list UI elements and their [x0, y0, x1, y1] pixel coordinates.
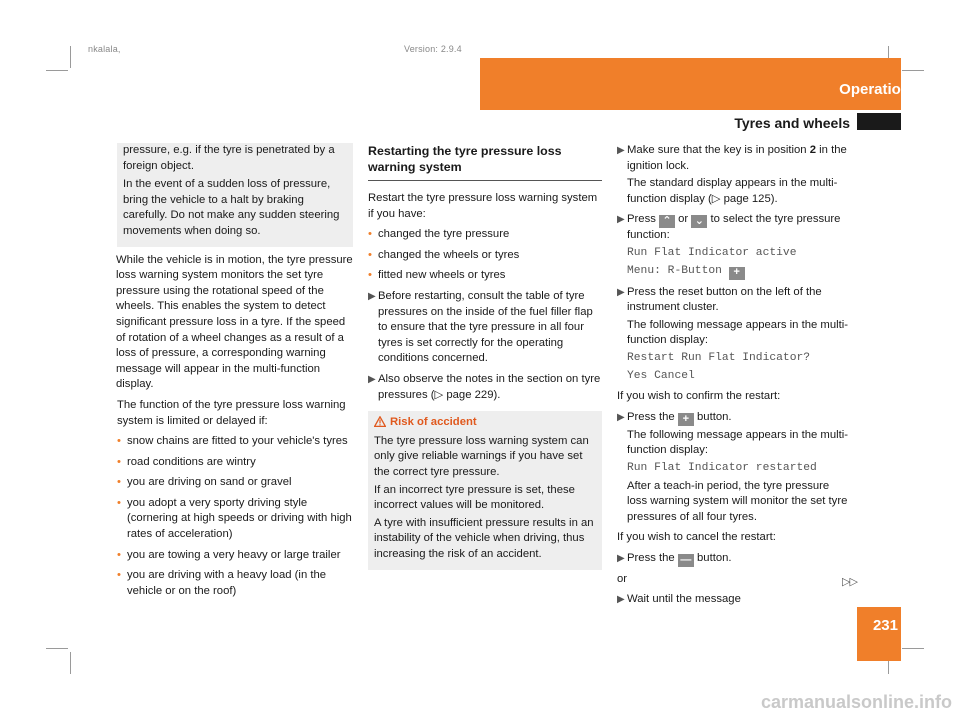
- note-paragraph: pressure, e.g. if the tyre is penetrated by a foreign object.: [123, 144, 335, 172]
- display-text: Yes Cancel: [627, 369, 695, 382]
- instruction-step: [617, 285, 851, 316]
- page-reference[interactable]: page 125: [723, 192, 771, 205]
- warning-box: [368, 411, 602, 570]
- crop-mark: [46, 70, 68, 71]
- list-item: • fitted new wheels or tyres: [368, 268, 602, 284]
- step-detail: [617, 176, 851, 207]
- crop-mark: [70, 46, 71, 68]
- page-reference[interactable]: page 229: [446, 388, 494, 401]
- step-arrow-icon: ▶: [617, 214, 625, 226]
- page-ref-icon: ▷: [434, 388, 444, 401]
- list-item: • you are towing a very heavy or large trailer: [117, 548, 353, 564]
- crop-mark: [902, 648, 924, 649]
- step-text: or: [675, 213, 692, 226]
- step-detail: The following message appears in the multi-function display:: [627, 318, 849, 347]
- header-band: [480, 58, 901, 110]
- step-text: to select the tyre pressure function:: [627, 213, 841, 242]
- step-arrow-icon: ▶: [617, 411, 625, 423]
- list-item: • you are driving on sand or gravel: [117, 475, 353, 491]
- step-text: ).: [770, 192, 778, 205]
- paragraph: If you wish to confirm the restart:: [617, 390, 781, 403]
- step-arrow-icon: ▶: [617, 552, 625, 564]
- display-text: Run Flat Indicator restarted: [627, 461, 817, 474]
- step-text: Also observe the notes in the section on tyre pressures (: [378, 372, 601, 401]
- continue-arrow-icon: ▷▷: [842, 576, 857, 588]
- step-text: The standard display appears in the multi-function display (: [627, 177, 838, 205]
- step-arrow-icon: ▶: [368, 290, 376, 302]
- warning-title-text: Risk of accident: [390, 416, 477, 429]
- instruction-step: [617, 410, 851, 426]
- step-text: Press the: [627, 551, 678, 564]
- crop-mark: [70, 652, 71, 674]
- warning-triangle-icon: [374, 416, 386, 427]
- instruction-step: [617, 212, 851, 244]
- warning-paragraph: If an incorrect tyre pressure is set, these incorrect values will be monitored.: [374, 483, 575, 512]
- instruction-step: [368, 372, 602, 403]
- step-text: in the ignition lock.: [627, 144, 847, 172]
- step-text: Press the reset button on the left of the instrument cluster.: [627, 285, 822, 314]
- step-arrow-icon: ▶: [617, 286, 625, 298]
- column-middle: [368, 143, 602, 570]
- section-label: Operation: [839, 81, 910, 98]
- warning-title: [374, 415, 596, 431]
- column-right: [617, 143, 851, 613]
- step-detail: The following message appears in the multi-function display:: [627, 428, 849, 457]
- page-number: 231: [872, 617, 898, 634]
- section-heading: Restarting the tyre pressure loss warning system: [368, 143, 602, 181]
- step-text: Press the: [627, 410, 678, 423]
- step-text: Before restarting, consult the table of tyre pressures on the inside of the fuel filler flap to ensure that the tyre pressure in all four tyres is set correctly for the operating conditions concerned.: [378, 289, 593, 365]
- heading-bar: [857, 113, 901, 130]
- note-box: [117, 143, 353, 247]
- meta-author: nkalala,: [88, 44, 121, 54]
- paragraph: or: [617, 572, 628, 585]
- list-item: • snow chains are fitted to your vehicle's tyres: [117, 434, 353, 450]
- page-ref-icon: ▷: [711, 192, 721, 205]
- list-item: • you are driving with a heavy load (in the vehicle or on the roof): [117, 568, 353, 599]
- display-text-line: Menu: R-Button: [627, 264, 722, 277]
- plus-key-icon: +: [678, 413, 694, 426]
- paragraph: The function of the tyre pressure loss warning system is limited or delayed if:: [117, 398, 346, 427]
- instruction-step: [617, 143, 851, 174]
- display-text: Run Flat Indicator active: [627, 246, 797, 259]
- minus-key-icon: —: [678, 554, 694, 567]
- page-number-box: [857, 607, 901, 661]
- paragraph: If you wish to cancel the restart:: [617, 531, 776, 544]
- column-left: [117, 143, 353, 604]
- step-text: Make sure that the key is in position: [627, 144, 810, 156]
- instruction-step: [368, 289, 602, 367]
- display-text: Restart Run Flat Indicator?: [627, 351, 811, 364]
- step-text: button.: [693, 551, 732, 564]
- list-item: • you adopt a very sporty driving style (cornering at high speeds or driving with high rates of acceleration): [117, 496, 353, 543]
- key-position: 2: [809, 144, 817, 156]
- page-heading: Tyres and wheels: [734, 115, 850, 131]
- instruction-step: [617, 592, 851, 608]
- meta-version: Version: 2.9.4: [404, 44, 462, 54]
- list-item: • changed the wheels or tyres: [368, 248, 602, 264]
- step-text: button.: [693, 410, 732, 423]
- list-item: • road conditions are wintry: [117, 455, 353, 471]
- paragraph: While the vehicle is in motion, the tyre pressure loss warning system monitors the set tyre pressure using the rotational speed of the wheels. This enables the system to detect significant pressure loss in a tyre. If the speed of rotation of a wheel changes as a result of a loss of pressure, a corresponding warning message will appear in the multi-function display.: [116, 253, 353, 391]
- instruction-step: [617, 551, 851, 567]
- watermark: carmanualsonline.info: [760, 692, 952, 712]
- step-arrow-icon: ▶: [617, 594, 625, 606]
- warning-paragraph: A tyre with insufficient pressure results in an instability of the vehicle when driving, thus increasing the risk of an accident.: [374, 516, 594, 560]
- footer: [0, 684, 960, 718]
- step-arrow-icon: ▶: [617, 145, 625, 156]
- plus-key-icon: +: [729, 267, 745, 280]
- list-item: • changed the tyre pressure: [368, 227, 602, 243]
- arrow-down-key-icon: ⌄: [691, 215, 707, 228]
- warning-paragraph: The tyre pressure loss warning system can only give reliable warnings if you have set the correct tyre pressure.: [374, 434, 589, 478]
- display-text: [617, 264, 851, 280]
- step-text: Press: [627, 213, 660, 226]
- crop-mark: [46, 648, 68, 649]
- step-detail: After a teach-in period, the tyre pressure loss warning system will monitor the set tyre pressures of all four tyres.: [627, 479, 848, 523]
- step-text: ).: [493, 388, 501, 401]
- arrow-up-key-icon: ⌃: [659, 215, 675, 228]
- note-paragraph: In the event of a sudden loss of pressure, bring the vehicle to a halt by braking carefully. Do not make any sudden steering movements when doing so.: [123, 178, 340, 237]
- step-text: Wait until the message: [627, 593, 741, 606]
- crop-mark: [902, 70, 924, 71]
- paragraph: Restart the tyre pressure loss warning system if you have:: [368, 192, 598, 220]
- step-arrow-icon: ▶: [368, 373, 376, 385]
